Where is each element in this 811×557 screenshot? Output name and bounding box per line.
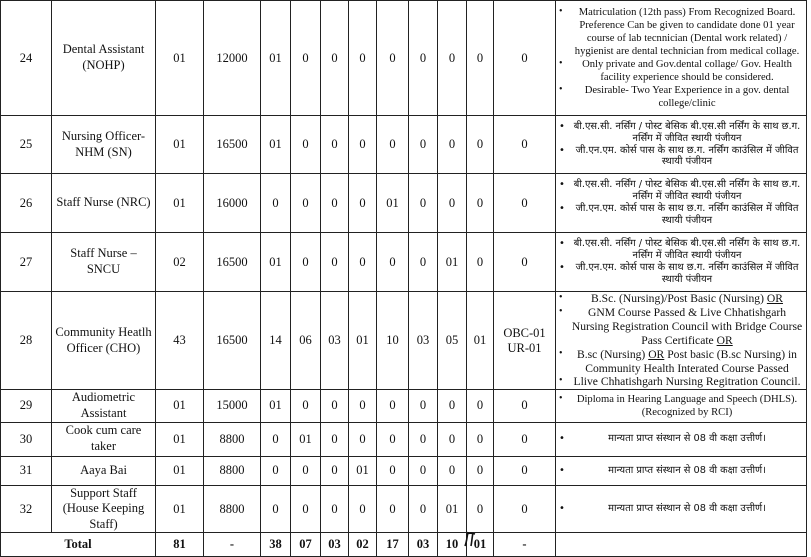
- qualification-cell: [556, 292, 807, 390]
- total-vacancies: 01: [156, 422, 204, 456]
- salary: 16500: [204, 233, 261, 292]
- total-category-count: 38: [261, 533, 291, 557]
- post-name: Aaya Bai: [52, 456, 156, 485]
- category-count: 0: [291, 456, 321, 485]
- serial-number: 25: [1, 116, 52, 174]
- post-name: Community Heatlh Officer (CHO): [52, 292, 156, 390]
- category-count: 0: [409, 390, 438, 422]
- category-count: 0: [349, 1, 377, 116]
- table-row: [1, 456, 807, 485]
- total-vacancies: 01: [156, 390, 204, 422]
- reserved-count: OBC-01 UR-01: [494, 292, 556, 390]
- category-count: 0: [409, 233, 438, 292]
- table-row: [1, 422, 807, 456]
- serial-number: 29: [1, 390, 52, 422]
- total-category-count: 03: [321, 533, 349, 557]
- salary: 16500: [204, 292, 261, 390]
- serial-number: 26: [1, 174, 52, 233]
- qualification-item: • जी.एन.एम. कोर्स पास के साथ छ.ग. नर्सिंग काउंसिल में जीवित स्थायी पंजीयन: [558, 262, 804, 286]
- qualification-cell: [556, 233, 807, 292]
- qualification-item: • Matriculation (12th pass) From Recognized Board. Preference Can be given to candidate done 01 year course of lab tecnnician (Dental work related) / hygienist are dental technician from medical collage.: [558, 6, 804, 58]
- serial-number: 32: [1, 485, 52, 533]
- category-count: 0: [321, 422, 349, 456]
- qualification-cell: [556, 390, 807, 422]
- category-count: 0: [291, 390, 321, 422]
- category-count: 0: [349, 174, 377, 233]
- category-count: 0: [438, 174, 467, 233]
- category-count: 01: [261, 1, 291, 116]
- total-category-count: 10: [438, 533, 467, 557]
- category-count: 0: [409, 456, 438, 485]
- table-row: [1, 390, 807, 422]
- qualification-cell: [556, 456, 807, 485]
- qualification-cell: [556, 174, 807, 233]
- category-count: 03: [409, 292, 438, 390]
- total-vacancies: 01: [156, 1, 204, 116]
- category-count: 0: [321, 116, 349, 174]
- qualification-item: • बी.एस.सी. नर्सिंग / पोस्ट बेसिक बी.एस.सी नर्सिंग के साथ छ.ग. नर्सिंग में जीवित स्थायी पंजीयन: [558, 121, 804, 145]
- qualification-item: • मान्यता प्राप्त संस्थान से 08 वी कक्षा उत्तीर्ण।: [558, 433, 804, 445]
- salary: 12000: [204, 1, 261, 116]
- qualification-item: • Desirable- Two Year Experience in a gov. dental college/clinic: [558, 84, 804, 110]
- category-count: 0: [321, 390, 349, 422]
- post-name: Dental Assistant (NOHP): [52, 1, 156, 116]
- category-count: 0: [321, 485, 349, 533]
- reserved-count: 0: [494, 390, 556, 422]
- reserved-count: 0: [494, 456, 556, 485]
- category-count: 0: [438, 116, 467, 174]
- category-count: 0: [377, 116, 409, 174]
- serial-number: 28: [1, 292, 52, 390]
- category-count: 0: [321, 233, 349, 292]
- category-count: 01: [438, 485, 467, 533]
- category-count: 0: [438, 422, 467, 456]
- salary: 16500: [204, 116, 261, 174]
- reserved-count: 0: [494, 174, 556, 233]
- post-name: Staff Nurse (NRC): [52, 174, 156, 233]
- category-count: 01: [438, 233, 467, 292]
- post-name: Staff Nurse – SNCU: [52, 233, 156, 292]
- total-row: [1, 533, 807, 557]
- category-count: 0: [467, 456, 494, 485]
- post-name: Audiometric Assistant: [52, 390, 156, 422]
- qualification-item: • मान्यता प्राप्त संस्थान से 08 वी कक्षा उत्तीर्ण।: [558, 503, 804, 515]
- reserved-count: 0: [494, 1, 556, 116]
- total-category-count: 03: [409, 533, 438, 557]
- category-count: 0: [261, 174, 291, 233]
- category-count: 0: [377, 390, 409, 422]
- total-vacancies: 01: [156, 174, 204, 233]
- total-vacancies: 81: [156, 533, 204, 557]
- total-vacancies: 43: [156, 292, 204, 390]
- total-qualification: [556, 533, 807, 557]
- qualification-item: • GNM Course Passed & Live Chhatishgarh Nursing Registration Council with Bridge Course Pass Certificate OR: [558, 306, 804, 348]
- reserved-count: 0: [494, 422, 556, 456]
- qualification-item: • मान्यता प्राप्त संस्थान से 08 वी कक्षा उत्तीर्ण।: [558, 465, 804, 477]
- category-count: 01: [467, 292, 494, 390]
- category-count: 0: [261, 422, 291, 456]
- serial-number: 31: [1, 456, 52, 485]
- table-row: [1, 292, 807, 390]
- salary: 16000: [204, 174, 261, 233]
- category-count: 0: [349, 116, 377, 174]
- qualification-item: • बी.एस.सी. नर्सिंग / पोस्ट बेसिक बी.एस.सी नर्सिंग के साथ छ.ग. नर्सिंग में जीवित स्थायी पंजीयन: [558, 238, 804, 262]
- category-count: 01: [349, 456, 377, 485]
- category-count: 0: [321, 1, 349, 116]
- salary: 15000: [204, 390, 261, 422]
- category-count: 0: [467, 485, 494, 533]
- category-count: 0: [291, 485, 321, 533]
- post-name: Nursing Officer- NHM (SN): [52, 116, 156, 174]
- category-count: 0: [409, 485, 438, 533]
- serial-number: 24: [1, 1, 52, 116]
- category-count: 0: [467, 116, 494, 174]
- total-category-count: 01: [467, 533, 494, 557]
- category-count: 03: [321, 292, 349, 390]
- category-count: 0: [467, 390, 494, 422]
- category-count: 0: [438, 1, 467, 116]
- qualification-item: • जी.एन.एम. कोर्स पास के साथ छ.ग. नर्सिंग काउंसिल में जीवित स्थायी पंजीयन: [558, 203, 804, 227]
- qualification-cell: [556, 422, 807, 456]
- total-vacancies: 01: [156, 456, 204, 485]
- category-count: 0: [409, 174, 438, 233]
- category-count: 0: [349, 233, 377, 292]
- category-count: 0: [467, 422, 494, 456]
- category-count: 01: [377, 174, 409, 233]
- pen-scribble-mark: [463, 531, 477, 547]
- total-category-count: 17: [377, 533, 409, 557]
- table-row: [1, 485, 807, 533]
- qualification-item: • Only private and Gov.dental collage/ Gov. Health facility experience should be considered.: [558, 58, 804, 84]
- total-vacancies: 02: [156, 233, 204, 292]
- salary: 8800: [204, 485, 261, 533]
- category-count: 0: [377, 422, 409, 456]
- qualification-cell: [556, 1, 807, 116]
- qualification-item: • जी.एन.एम. कोर्स पास के साथ छ.ग. नर्सिंग काउंसिल में जीवित स्थायी पंजीयन: [558, 145, 804, 169]
- salary: 8800: [204, 422, 261, 456]
- category-count: 10: [377, 292, 409, 390]
- table-row: [1, 233, 807, 292]
- category-count: 0: [321, 456, 349, 485]
- total-reserved: -: [494, 533, 556, 557]
- qualification-cell: [556, 485, 807, 533]
- reserved-count: 0: [494, 233, 556, 292]
- category-count: 0: [438, 390, 467, 422]
- category-count: 0: [349, 390, 377, 422]
- total-vacancies: 01: [156, 116, 204, 174]
- category-count: 0: [291, 233, 321, 292]
- category-count: 0: [291, 116, 321, 174]
- category-count: 01: [349, 292, 377, 390]
- category-count: 0: [409, 1, 438, 116]
- category-count: 0: [377, 233, 409, 292]
- qualification-item: • Llive Chhatishgarh Nursing Regitration Council.: [558, 375, 804, 389]
- post-name: Support Staff (House Keeping Staff): [52, 485, 156, 533]
- category-count: 0: [261, 485, 291, 533]
- category-count: 0: [377, 1, 409, 116]
- category-count: 01: [261, 390, 291, 422]
- reserved-count: 0: [494, 485, 556, 533]
- qualification-item: • B.sc (Nursing) OR Post basic (B.sc Nursing) in Community Health Interated Course Passed: [558, 348, 804, 376]
- category-count: 0: [377, 485, 409, 533]
- category-count: 06: [291, 292, 321, 390]
- category-count: 14: [261, 292, 291, 390]
- category-count: 0: [349, 422, 377, 456]
- category-count: 0: [467, 1, 494, 116]
- category-count: 0: [321, 174, 349, 233]
- category-count: 0: [261, 456, 291, 485]
- category-count: 0: [291, 1, 321, 116]
- category-count: 0: [438, 456, 467, 485]
- table-row: [1, 174, 807, 233]
- serial-number: 27: [1, 233, 52, 292]
- total-category-count: 02: [349, 533, 377, 557]
- total-category-count: 07: [291, 533, 321, 557]
- category-count: 0: [409, 116, 438, 174]
- qualification-item: • B.Sc. (Nursing)/Post Basic (Nursing) OR: [558, 292, 804, 306]
- table-row: [1, 116, 807, 174]
- qualification-item: • Diploma in Hearing Language and Speech (DHLS). (Recognized by RCI): [558, 393, 804, 419]
- category-count: 0: [349, 485, 377, 533]
- total-label: Total: [1, 533, 156, 557]
- category-count: 0: [467, 233, 494, 292]
- serial-number: 30: [1, 422, 52, 456]
- category-count: 0: [409, 422, 438, 456]
- qualification-item: • बी.एस.सी. नर्सिंग / पोस्ट बेसिक बी.एस.सी नर्सिंग के साथ छ.ग. नर्सिंग में जीवित स्थायी पंजीयन: [558, 179, 804, 203]
- category-count: 05: [438, 292, 467, 390]
- category-count: 01: [291, 422, 321, 456]
- category-count: 01: [261, 116, 291, 174]
- qualification-cell: [556, 116, 807, 174]
- post-name: Cook cum care taker: [52, 422, 156, 456]
- total-salary: -: [204, 533, 261, 557]
- table-row: [1, 1, 807, 116]
- category-count: 01: [261, 233, 291, 292]
- category-count: 0: [377, 456, 409, 485]
- category-count: 0: [467, 174, 494, 233]
- category-count: 0: [291, 174, 321, 233]
- total-vacancies: 01: [156, 485, 204, 533]
- reserved-count: 0: [494, 116, 556, 174]
- salary: 8800: [204, 456, 261, 485]
